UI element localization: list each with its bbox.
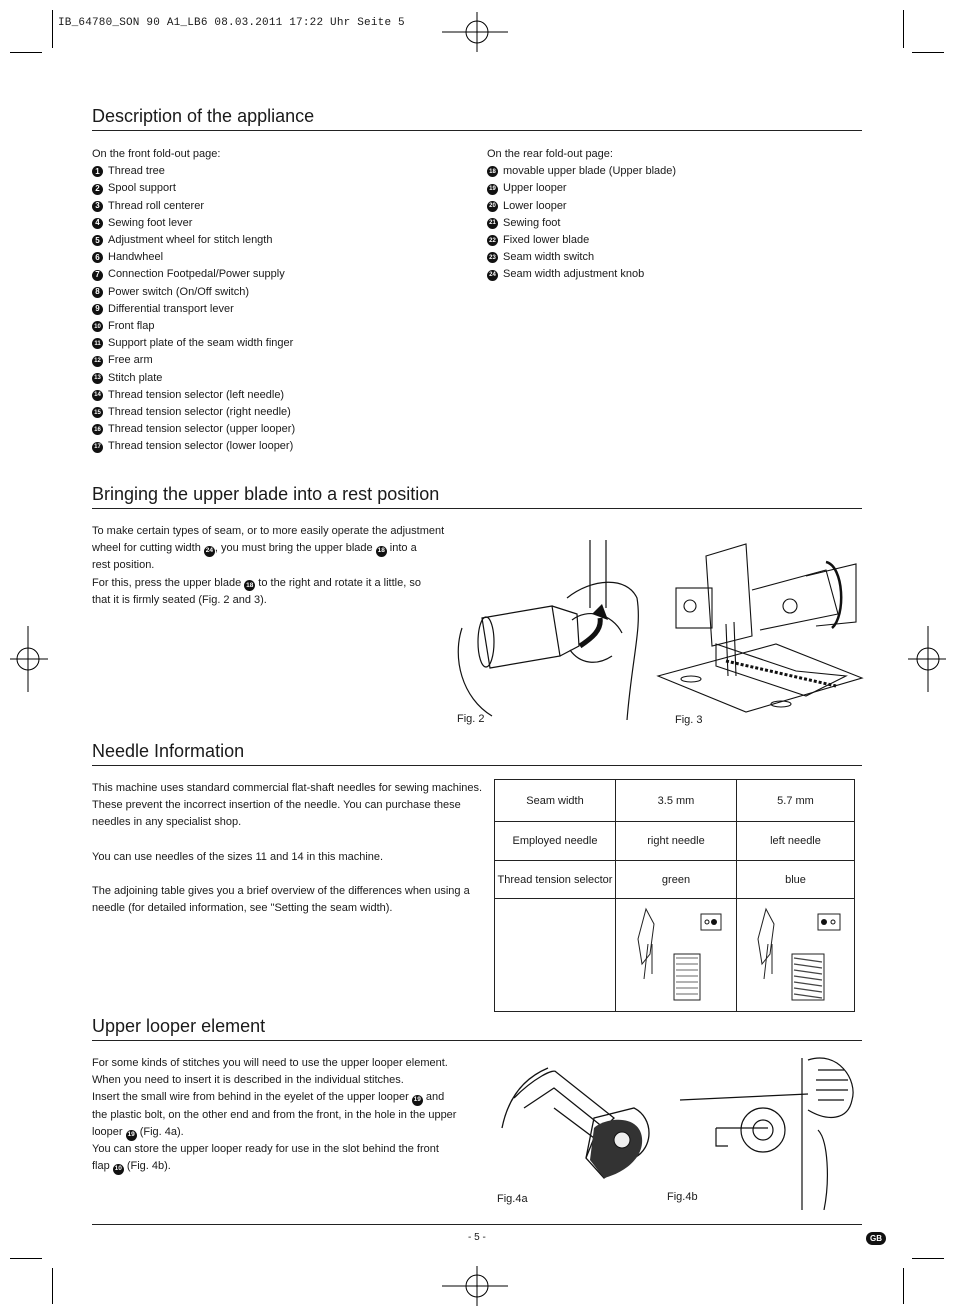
print-slug: IB_64780_SON 90 A1_LB6 08.03.2011 17:22 Uhr Seite 5 [58,17,405,29]
table-cell: blue [737,861,855,899]
list-item [487,215,676,232]
table-cell: left needle [737,822,855,861]
list-item [92,335,295,352]
table-cell: Seam width [495,780,616,822]
page-number: - 5 - [468,1232,486,1243]
item-label: Support plate of the seam width finger [108,337,294,350]
item-number-badge: 9 [92,304,103,315]
list-item [92,284,295,301]
list-intro: On the rear fold-out page: [487,148,613,160]
text-line: You can store the upper looper ready for use in the slot behind the front [92,1143,439,1156]
front-parts-list [92,146,295,456]
needle-text [92,780,492,918]
item-label: Handwheel [108,251,164,264]
table-cell: 5.7 mm [737,780,855,822]
list-item [92,215,295,232]
item-number-badge: 4 [92,218,103,229]
ref-number-10: 10 [113,1164,124,1175]
item-label: Connection Footpedal/Power supply [108,268,285,281]
item-number-badge: 14 [92,390,103,401]
item-label: Lower looper [503,199,567,212]
list-item [487,163,676,180]
text-line: the plastic bolt, on the other end and from the front, in the hole in the upper [92,1108,457,1121]
list-item [92,438,295,455]
table-cell: right needle [616,822,737,861]
item-label: Seam width adjustment knob [503,268,645,281]
item-number-badge: 12 [92,356,103,367]
list-item [487,249,676,266]
item-label: Thread tension selector (left needle) [108,388,285,401]
registration-mark-bottom [440,1266,510,1310]
fig4b-caption: Fig.4b [667,1191,698,1203]
list-item [92,318,295,335]
footer-rule [92,1224,862,1225]
ref-number-19: 19 [126,1130,137,1141]
ref-number-18: 18 [244,580,255,591]
text-line: For some kinds of stitches you will need to use the upper looper element. [92,1057,448,1069]
fig3-caption: Fig. 3 [675,714,703,726]
list-intro: On the front fold-out page: [92,148,221,160]
fig3-illustration [656,526,866,718]
left-needle-stitch-illustration [746,904,846,1004]
table-cell-image [616,899,737,1012]
list-item [92,163,295,180]
needle-table [494,779,855,1012]
text-line: When you need to insert it is described in the individual stitches. [92,1074,404,1087]
registration-mark-top [440,8,510,52]
text-line: needle (for detailed information, see "Setting the seam width). [92,902,393,915]
item-label: Thread tension selector (right needle) [108,406,291,419]
item-number-badge: 20 [487,201,498,212]
item-number-badge: 24 [487,270,498,281]
registration-mark-right [906,626,950,692]
text-line: This machine uses standard commercial flat-shaft needles for sewing machines. [92,782,483,794]
text-line: rest position. [92,559,155,572]
table-row [495,899,855,1012]
item-number-badge: 6 [92,252,103,263]
item-number-badge: 13 [92,373,103,384]
section-rule [92,508,862,509]
list-item [92,198,295,215]
item-label: Spool support [108,182,176,195]
item-number-badge: 5 [92,235,103,246]
text-line: looper 19 (Fig. 4a). [92,1124,482,1141]
list-item [92,232,295,249]
section-title-looper: Upper looper element [92,1016,266,1036]
item-label: Differential transport lever [108,302,234,315]
list-item [487,198,676,215]
looper-text [92,1055,482,1175]
text-line: flap 10 (Fig. 4b). [92,1158,482,1175]
section-rule [92,130,862,131]
section-title-upper-blade: Bringing the upper blade into a rest position [92,484,440,504]
item-number-badge: 3 [92,201,103,212]
item-label: Thread tree [108,165,165,178]
text-line: The adjoining table gives you a brief overview of the differences when using a [92,885,470,898]
fig4a-caption: Fig.4a [497,1193,528,1205]
text-line: Insert the small wire from behind in the eyelet of the upper looper 19 and [92,1089,482,1106]
fig4b-illustration [668,1050,858,1210]
section-title-needle: Needle Information [92,741,245,761]
table-cell: 3.5 mm [616,780,737,822]
table-row [495,822,855,861]
list-item [92,301,295,318]
list-item [487,180,676,197]
ref-number-19: 19 [412,1095,423,1106]
item-number-badge: 8 [92,287,103,298]
list-item [92,266,295,283]
section-rule [92,765,862,766]
item-number-badge: 10 [92,321,103,332]
item-label: Thread tension selector (lower looper) [108,440,294,453]
text-line: For this, press the upper blade 18 to the right and rotate it a little, so [92,575,462,592]
text-line: that it is firmly seated (Fig. 2 and 3). [92,593,267,606]
item-number-badge: 23 [487,252,498,263]
fig2-illustration [452,538,642,720]
section-rule [92,1040,862,1041]
table-row [495,861,855,899]
language-badge: GB [866,1232,886,1245]
item-number-badge: 19 [487,184,498,195]
item-number-badge: 16 [92,424,103,435]
registration-mark-left [6,626,50,692]
item-label: Thread tension selector (upper looper) [108,423,296,436]
item-label: Adjustment wheel for stitch length [108,234,273,247]
item-label: movable upper blade (Upper blade) [503,165,677,178]
list-item [487,232,676,249]
table-cell: Thread tension selector [495,861,616,899]
item-label: Power switch (On/Off switch) [108,285,249,298]
ref-number-18: 18 [376,546,387,557]
item-number-badge: 1 [92,166,103,177]
list-item [487,266,676,283]
item-label: Stitch plate [108,371,163,384]
list-item [92,370,295,387]
list-item [92,180,295,197]
list-item [92,404,295,421]
item-number-badge: 15 [92,407,103,418]
rear-parts-list [487,146,676,284]
table-cell: Employed needle [495,822,616,861]
item-number-badge: 7 [92,270,103,281]
item-number-badge: 2 [92,184,103,195]
item-number-badge: 18 [487,166,498,177]
section-title-description: Description of the appliance [92,106,315,126]
table-cell-empty [495,899,616,1012]
item-label: Front flap [108,320,155,333]
list-item [92,352,295,369]
text-line: These prevent the incorrect insertion of the needle. You can purchase these [92,799,461,812]
list-item [92,387,295,404]
item-number-badge: 22 [487,235,498,246]
table-row [495,780,855,822]
upper-blade-text [92,523,462,609]
table-cell: green [616,861,737,899]
text-line: needles in any specialist shop. [92,816,242,829]
item-number-badge: 11 [92,338,103,349]
item-label: Thread roll centerer [108,199,204,212]
item-label: Fixed lower blade [503,234,590,247]
item-label: Sewing foot [503,216,561,229]
item-label: Free arm [108,354,153,367]
table-cell-image [737,899,855,1012]
fig4a-illustration [494,1058,664,1198]
item-label: Upper looper [503,182,567,195]
right-needle-stitch-illustration [626,904,726,1004]
text-line: wheel for cutting width 24 , you must bring the upper blade 18 into a [92,540,462,557]
item-number-badge: 17 [92,442,103,453]
list-item [92,421,295,438]
list-item [92,249,295,266]
ref-number-24: 24 [204,546,215,557]
item-label: Sewing foot lever [108,216,193,229]
item-number-badge: 21 [487,218,498,229]
text-line: To make certain types of seam, or to more easily operate the adjustment [92,525,445,537]
fig2-caption: Fig. 2 [457,713,485,725]
item-label: Seam width switch [503,251,595,264]
text-line: You can use needles of the sizes 11 and 14 in this machine. [92,850,384,863]
